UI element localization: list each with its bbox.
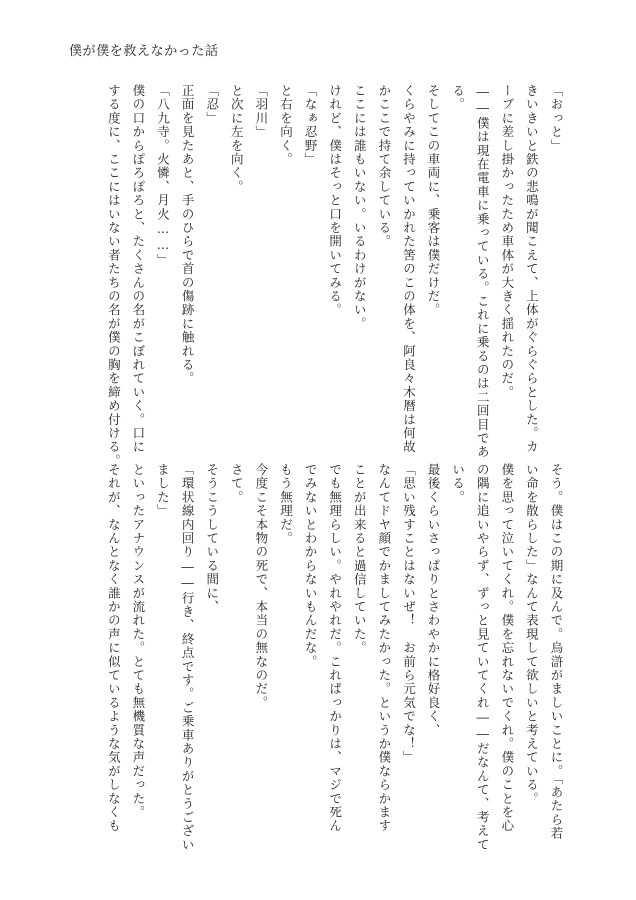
text-line: そう。僕はこの期に及んで。烏滸がましいことに。「あたら若 — [549, 463, 564, 841]
text-line: きいきいと鉄の悲鳴が聞こえて、上体がぐらぐらとした。カ — [524, 84, 540, 454]
text-line: 「八九寺。火憐、月火……」 — [155, 84, 171, 268]
text-line: それが、なんとなく誰かの声に似ているような気がしなくも — [106, 463, 122, 833]
text-line: かここで持て余している。 — [376, 84, 392, 249]
text-line: 僕の口からぽろぽろと、たくさんの名がこぼれていく。口に — [130, 84, 146, 454]
text-line: そうこうしている間に、 — [204, 463, 220, 614]
text-line: 「羽川」 — [253, 84, 269, 139]
text-line: い命を散らした」なんて表現して欲しいと考えている。 — [524, 463, 540, 806]
text-line: する度に、ここにはいない者たちの名が僕の胸を締め付ける。 — [106, 84, 122, 468]
text-line: そしてこの車両に、乗客は僕だけだ。 — [426, 84, 442, 317]
text-line: 「思い残すことはないぜ！ お前ら元気でな！」 — [401, 463, 417, 765]
text-line: の隅に追いやらず、ずっと見ていてくれ――だなんて、考えて — [475, 463, 491, 852]
text-line: さて。 — [229, 463, 245, 505]
text-line: と次に左を向く。 — [229, 84, 245, 194]
text-line: なんてドヤ顔でかましてみたかった。というか僕ならかます — [376, 463, 392, 833]
text-line: と右を向く。 — [278, 84, 294, 167]
text-line: 「なぁ忍野」 — [303, 84, 319, 167]
text-line: 僕を思って泣いてくれ。僕を忘れないでくれ。僕のことを心 — [499, 463, 515, 833]
text-line: いる。 — [450, 463, 466, 505]
text-line: でも無理らしい。やれやれだ。これぱっかりは、マジで死ん — [327, 463, 343, 833]
text-line: ここには誰もいない。いるわけがない。 — [352, 84, 368, 331]
text-line: でみないとわからないもんだな。 — [303, 463, 319, 669]
text-line: といったアナウンスが流れた。とても無機質な声だった。 — [130, 463, 146, 820]
text-line: る。 — [450, 84, 466, 112]
text-line: ーブに差し掛かったため車体が大きく揺れたのだ。 — [499, 84, 515, 400]
text-line: 「忍」 — [204, 84, 220, 126]
text-line: ことが出来ると過信していた。 — [352, 463, 368, 655]
text-line: 正面を見たあと、手のひらで首の傷跡に触れる。 — [180, 84, 196, 386]
text-line: ました」 — [155, 463, 171, 518]
page-title: 僕が僕を救えなかった話 — [69, 44, 219, 59]
text-line: くらやみに持っていかれた筈のこの体を、阿良々木暦は何故 — [401, 84, 417, 454]
text-line: ――僕は現在電車に乗っている。これに乗るのは二回目であ — [475, 84, 491, 459]
text-line: 「おっと」 — [549, 84, 564, 153]
text-line: 「環状線内回り――行き、終点です。ご乗車ありがとうござい — [180, 463, 196, 852]
lower-text-block — [106, 463, 568, 852]
text-line: 最後くらいさっぱりとさわやかに格好良く、 — [426, 463, 442, 737]
text-line: もう無理だ。 — [278, 463, 294, 546]
text-line: けれど、僕はそっと口を開いてみる。 — [327, 84, 343, 317]
upper-text-block — [106, 84, 568, 468]
text-line: 今度こそ本物の死で、本当の無なのだ。 — [253, 463, 269, 710]
